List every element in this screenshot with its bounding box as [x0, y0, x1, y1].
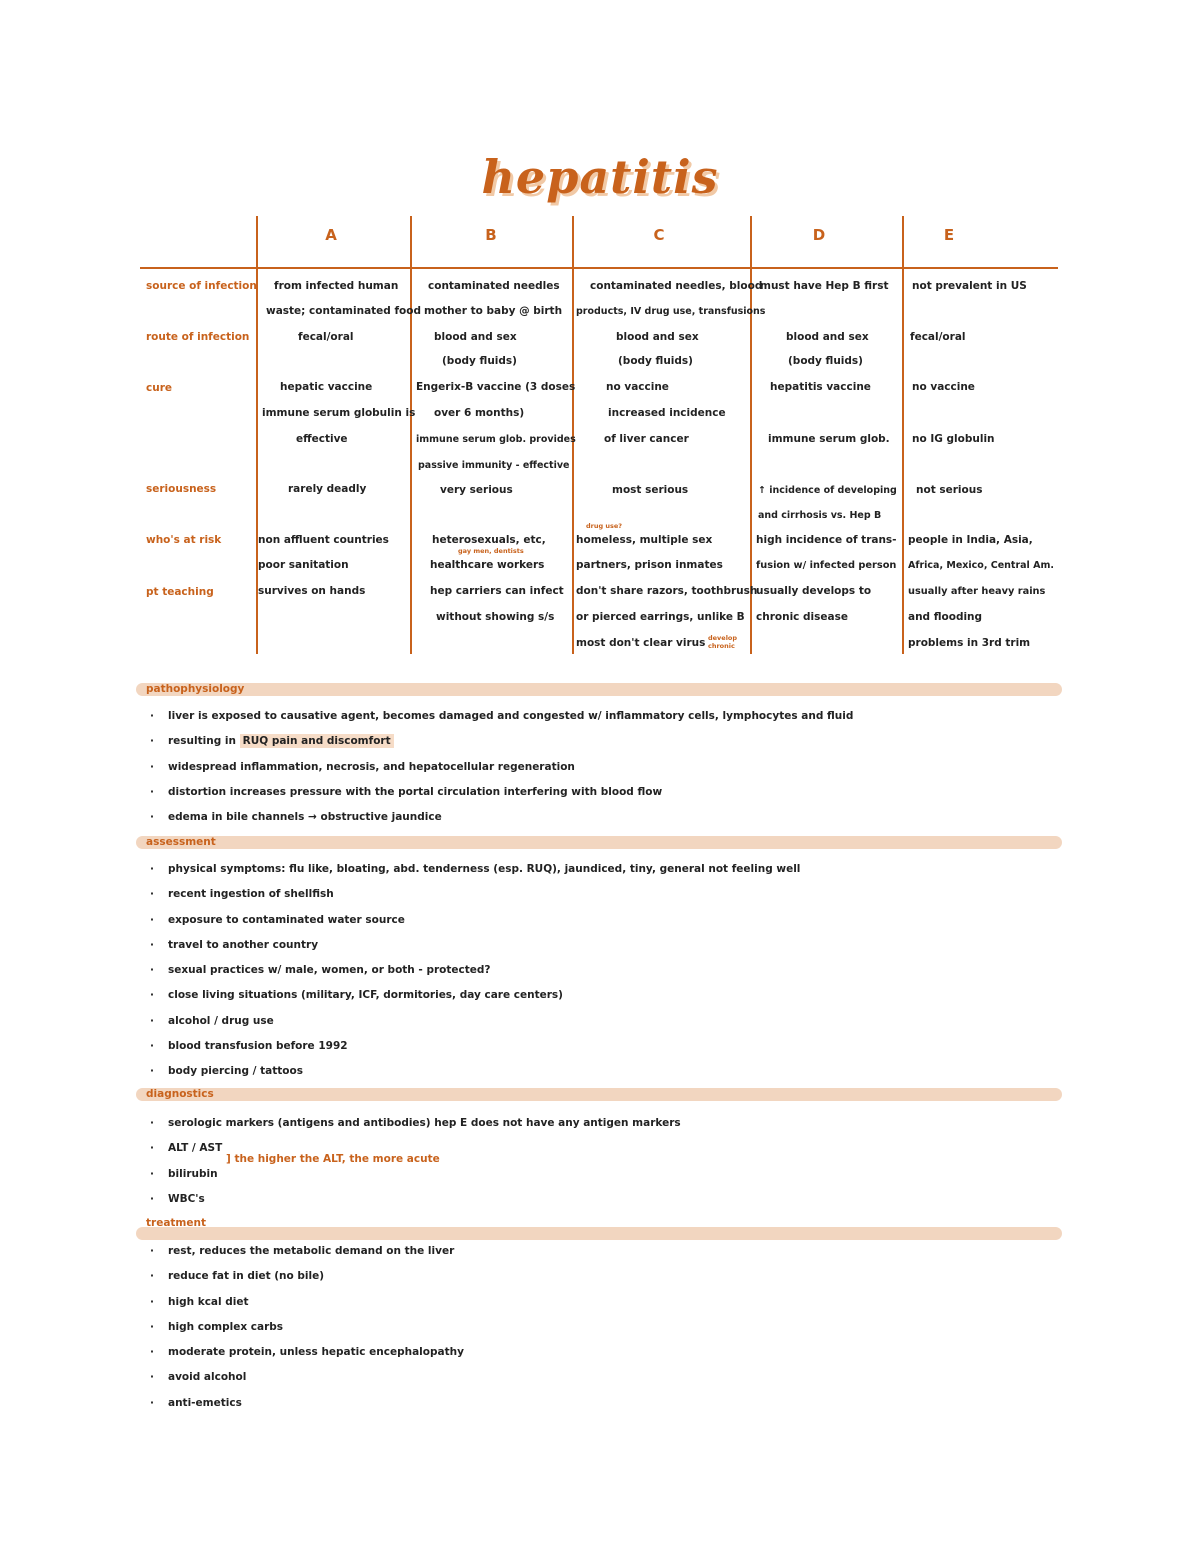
- table-cell: fusion w/ infected person: [756, 560, 897, 571]
- list-item: · alcohol / drug use: [150, 1014, 274, 1027]
- table-cell: usually develops to: [756, 585, 872, 597]
- row-label-route: route of infection: [146, 331, 250, 343]
- list-item: · exposure to contaminated water source: [150, 913, 405, 926]
- row-label-teaching: pt teaching: [146, 586, 214, 598]
- diagnostics-bracket-note: ] the higher the ALT, the more acute: [226, 1153, 440, 1165]
- table-cell: poor sanitation: [258, 559, 349, 571]
- table-cell: homeless, multiple sex: [576, 534, 713, 546]
- table-cell: don't share razors, toothbrush: [576, 585, 758, 597]
- table-cell: fecal/oral: [298, 331, 354, 343]
- table-cell: partners, prison inmates: [576, 559, 723, 571]
- table-cell: non affluent countries: [258, 534, 389, 546]
- column-divider: [902, 216, 904, 654]
- column-header-d: D: [812, 226, 826, 244]
- table-cell: most don't clear virus: [576, 637, 706, 649]
- table-cell: contaminated needles: [428, 280, 560, 292]
- table-cell: most serious: [612, 484, 689, 496]
- section-bar-pathophysiology: [136, 683, 1062, 696]
- table-cell: blood and sex: [434, 331, 517, 343]
- section-bar-assessment: [136, 836, 1062, 849]
- table-cell: waste; contaminated food: [266, 305, 421, 317]
- list-item: · rest, reduces the metabolic demand on the liver: [150, 1245, 455, 1257]
- annotation-note: drug use?: [586, 522, 623, 530]
- row-label-seriousness: seriousness: [146, 483, 217, 495]
- annotation-note: gay men, dentists: [458, 547, 524, 555]
- row-label-at-risk: who's at risk: [146, 534, 222, 546]
- section-title-assessment: assessment: [146, 836, 216, 848]
- list-item: · recent ingestion of shellfish: [150, 888, 334, 901]
- table-cell: problems in 3rd trim: [908, 637, 1031, 649]
- table-cell: without showing s/s: [436, 611, 555, 623]
- table-cell: (body fluids): [442, 355, 517, 367]
- table-cell: no IG globulin: [912, 433, 995, 445]
- list-item: · liver is exposed to causative agent, becomes damaged and congested w/ inflammatory cells, lymphocytes and fluid: [150, 710, 854, 722]
- highlighted-text: RUQ pain and discomfort: [240, 734, 394, 748]
- table-cell: passive immunity - effective: [418, 460, 570, 471]
- table-cell: people in India, Asia,: [908, 534, 1033, 546]
- table-cell: blood and sex: [616, 331, 699, 343]
- page-title: hepatitis: [481, 150, 719, 204]
- table-cell: no vaccine: [912, 381, 975, 393]
- list-item: · physical symptoms: flu like, bloating, abd. tenderness (esp. RUQ), jaundiced, tiny, general not feeling well: [150, 863, 801, 875]
- table-cell: (body fluids): [618, 355, 693, 367]
- table-cell: hepatitis vaccine: [770, 381, 871, 393]
- table-cell: fecal/oral: [910, 331, 966, 343]
- list-item: · moderate protein, unless hepatic encephalopathy: [150, 1346, 464, 1359]
- list-item: · avoid alcohol: [150, 1371, 247, 1384]
- list-item: · WBC's: [150, 1192, 205, 1205]
- list-item: · widespread inflammation, necrosis, and hepatocellular regeneration: [150, 760, 575, 773]
- section-title-pathophysiology: pathophysiology: [146, 683, 245, 695]
- annotation-note: develop chronic: [708, 634, 738, 650]
- table-cell: over 6 months): [434, 407, 525, 419]
- table-cell: must have Hep B first: [760, 280, 889, 292]
- list-item: · resulting in RUQ pain and discomfort: [148, 729, 853, 754]
- list-item: · bilirubin: [150, 1167, 218, 1180]
- table-cell: from infected human: [274, 280, 399, 292]
- table-cell: heterosexuals, etc,: [432, 534, 546, 546]
- table-cell: and cirrhosis vs. Hep B: [758, 510, 882, 521]
- hepatitis-table: [140, 210, 1060, 655]
- assessment-list: [148, 857, 800, 1085]
- list-item: · high kcal diet: [150, 1295, 249, 1308]
- table-cell: immune serum globulin is: [262, 407, 416, 419]
- table-cell: hepatic vaccine: [280, 381, 373, 393]
- list-item: · anti-emetics: [150, 1396, 242, 1409]
- table-cell: Africa, Mexico, Central Am.: [908, 560, 1054, 571]
- list-item: · travel to another country: [150, 938, 319, 951]
- table-cell: healthcare workers: [430, 559, 545, 571]
- list-item: · edema in bile channels → obstructive jaundice: [150, 811, 442, 824]
- list-item: · reduce fat in diet (no bile): [150, 1270, 325, 1283]
- table-cell: not serious: [916, 484, 983, 496]
- table-cell: mother to baby @ birth: [424, 305, 563, 317]
- table-cell: hep carriers can infect: [430, 585, 564, 597]
- section-title-treatment: treatment: [146, 1217, 206, 1229]
- row-label-cure: cure: [146, 382, 172, 394]
- table-header-rule: [140, 267, 1058, 269]
- list-item: · high complex carbs: [150, 1320, 284, 1333]
- table-cell: contaminated needles, blood: [590, 280, 763, 292]
- list-item: · distortion increases pressure with the portal circulation interfering with blood flow: [150, 785, 663, 798]
- table-cell: immune serum glob.: [768, 433, 890, 445]
- table-cell: rarely deadly: [288, 483, 367, 495]
- table-cell: ↑ incidence of developing: [758, 485, 897, 496]
- row-label-source: source of infection: [146, 280, 257, 292]
- table-cell: not prevalent in US: [912, 280, 1027, 292]
- list-item: · serologic markers (antigens and antibodies) hep E does not have any antigen markers: [150, 1117, 681, 1129]
- list-item: · close living situations (military, ICF, dormitories, day care centers): [150, 989, 563, 1002]
- table-cell: survives on hands: [258, 585, 366, 597]
- table-cell: usually after heavy rains: [908, 586, 1046, 597]
- table-cell: and flooding: [908, 611, 983, 623]
- section-title-diagnostics: diagnostics: [146, 1088, 214, 1100]
- list-item: · sexual practices w/ male, women, or both - protected?: [150, 964, 491, 977]
- list-item: · blood transfusion before 1992: [150, 1040, 348, 1053]
- section-bar-diagnostics: [136, 1088, 1062, 1101]
- table-cell: no vaccine: [606, 381, 669, 393]
- table-cell: products, IV drug use, transfusions: [576, 306, 766, 317]
- table-cell: or pierced earrings, unlike B: [576, 611, 745, 623]
- table-cell: of liver cancer: [604, 433, 689, 445]
- column-divider: [410, 216, 412, 654]
- table-cell: very serious: [440, 484, 513, 496]
- column-header-e: E: [943, 226, 955, 244]
- table-cell: increased incidence: [608, 407, 726, 419]
- list-item: · body piercing / tattoos: [150, 1065, 303, 1078]
- treatment-list: [148, 1239, 464, 1416]
- column-header-a: A: [325, 226, 337, 244]
- column-header-c: C: [653, 226, 665, 244]
- table-cell: Engerix-B vaccine (3 doses: [416, 381, 576, 393]
- table-cell: high incidence of trans-: [756, 534, 897, 546]
- list-item: · ALT / AST: [150, 1142, 223, 1155]
- table-cell: immune serum glob. provides: [416, 434, 576, 445]
- table-cell: effective: [296, 433, 348, 445]
- table-cell: blood and sex: [786, 331, 869, 343]
- table-cell: chronic disease: [756, 611, 848, 623]
- pathophysiology-list: [148, 704, 853, 830]
- table-cell: (body fluids): [788, 355, 863, 367]
- column-header-b: B: [485, 226, 497, 244]
